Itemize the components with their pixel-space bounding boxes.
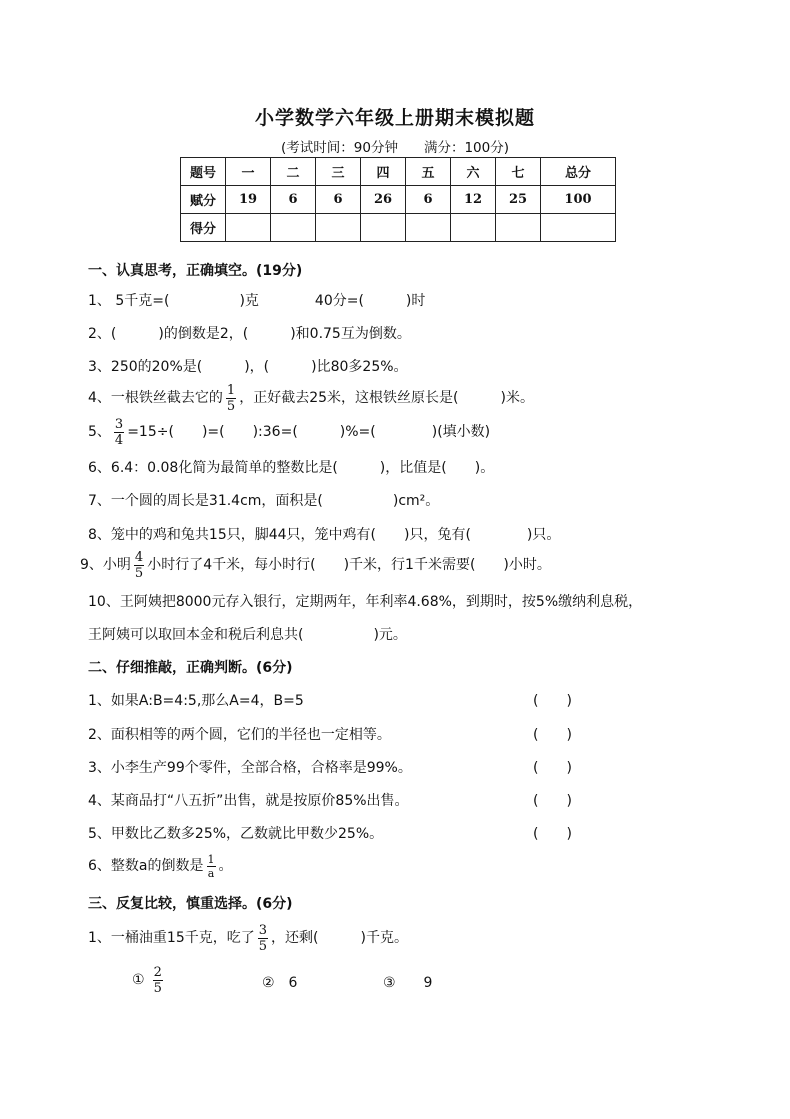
exam-full-score: 满分：100分) (423, 140, 509, 156)
judge-item-2: 2、面积相等的两个圆，它们的半径也一定相等。 (88, 727, 391, 743)
judge-item-6 (88, 846, 233, 886)
points-cell: 25 (496, 186, 541, 214)
got-score-cell[interactable] (271, 214, 316, 242)
question-1-4-suffix: ，正好截去25米，这根铁丝原长是( )米。 (239, 390, 534, 406)
got-score-cell[interactable] (316, 214, 361, 242)
question-1-3: 3、250的20%是( )，( )比80多25%。 (88, 359, 408, 375)
section-1-heading: 一、认真思考，正确填空。(19分) (88, 263, 303, 279)
fraction-denominator: 5 (153, 980, 162, 996)
header-cell: 六 (451, 158, 496, 186)
fraction (207, 854, 216, 879)
question-1-8: 8、笼中的鸡和兔共15只，脚44只，笼中鸡有( )只，兔有( )只。 (88, 527, 561, 543)
got-label-cell: 得分 (181, 214, 226, 242)
got-score-cell[interactable] (496, 214, 541, 242)
judge-item-3: 3、小李生产99个零件，全部合格，合格率是99%。 (88, 760, 412, 776)
choice-option-1[interactable] (132, 960, 166, 1000)
fraction (226, 384, 236, 413)
header-cell: 二 (271, 158, 316, 186)
points-cell: 100 (541, 186, 616, 214)
score-table (180, 157, 616, 242)
option-marker: ① (132, 972, 145, 988)
question-1-7: 7、一个圆的周长是31.4cm，面积是( )cm²。 (88, 493, 440, 509)
judge-bracket-4[interactable]: ( ) (533, 793, 572, 809)
question-1-5 (88, 412, 490, 452)
score-table-header-row (181, 158, 616, 186)
question-1-9 (80, 545, 551, 585)
judge-item-4: 4、某商品打“八五折”出售，就是按原价85%出售。 (88, 793, 409, 809)
choice-option-2[interactable]: ② 6 (262, 975, 298, 991)
judge-bracket-1[interactable]: ( ) (533, 693, 572, 709)
header-cell: 总分 (541, 158, 616, 186)
fraction-denominator: a (207, 866, 215, 880)
question-1-10-line-1: 10、王阿姨把8000元存入银行，定期两年，年利率4.68%，到期时，按5%缴纳利息税， (88, 594, 643, 610)
question-1-9-suffix: 小时行了4千米，每小时行( )千米，行1千米需要( )小时。 (147, 557, 551, 573)
question-1-6: 6、6.4：0.08化简为最简单的整数比是( )，比值是( )。 (88, 460, 495, 476)
fraction-numerator: 2 (153, 964, 162, 980)
fraction-denominator: 5 (226, 398, 236, 414)
got-score-cell[interactable] (451, 214, 496, 242)
header-cell: 五 (406, 158, 451, 186)
fraction-numerator: 1 (207, 852, 215, 866)
points-cell: 12 (451, 186, 496, 214)
section-3-heading: 三、反复比较，慎重选择。(6分) (88, 896, 293, 912)
judge-bracket-3[interactable]: ( ) (533, 760, 572, 776)
got-score-cell[interactable] (361, 214, 406, 242)
question-1-5-suffix: =15÷( )=( ):36=( )%=( )(填小数) (127, 424, 491, 440)
question-1-4-prefix: 4、一根铁丝截去它的 (88, 390, 223, 406)
header-cell: 题号 (181, 158, 226, 186)
points-cell: 26 (361, 186, 406, 214)
fraction-denominator: 4 (114, 432, 124, 448)
header-cell: 七 (496, 158, 541, 186)
judge-item-6-suffix: 。 (218, 858, 233, 874)
exam-info (0, 136, 790, 156)
header-cell: 一 (226, 158, 271, 186)
question-1-9-prefix: 9、小明 (80, 557, 131, 573)
choice-question-1 (88, 918, 408, 958)
choice-question-1-prefix: 1、一桶油重15千克，吃了 (88, 930, 255, 946)
question-1-2: 2、( )的倒数是2，( )和0.75互为倒数。 (88, 326, 411, 342)
got-score-cell[interactable] (226, 214, 271, 242)
header-cell: 四 (361, 158, 406, 186)
fraction (134, 551, 144, 580)
score-table-points-row (181, 186, 616, 214)
fraction (258, 924, 268, 953)
fraction-denominator: 5 (134, 565, 144, 581)
points-cell: 6 (316, 186, 361, 214)
judge-item-6-prefix: 6、整数a的倒数是 (88, 858, 204, 874)
section-2-heading: 二、仔细推敲，正确判断。(6分) (88, 660, 293, 676)
points-cell: 6 (271, 186, 316, 214)
points-cell: 19 (226, 186, 271, 214)
question-1-5-prefix: 5、 (88, 424, 111, 440)
fraction-numerator: 4 (134, 549, 144, 565)
score-table-got-row (181, 214, 616, 242)
judge-bracket-5[interactable]: ( ) (533, 826, 572, 842)
fraction-numerator: 3 (258, 922, 268, 938)
fraction-numerator: 1 (226, 382, 236, 398)
got-score-cell[interactable] (541, 214, 616, 242)
points-cell: 6 (406, 186, 451, 214)
exam-time: (考试时间：90分钟 (281, 140, 398, 156)
judge-bracket-2[interactable]: ( ) (533, 727, 572, 743)
points-cell: 赋分 (181, 186, 226, 214)
page-title: 小学数学六年级上册期末模拟题 (254, 107, 535, 129)
got-score-cell[interactable] (406, 214, 451, 242)
question-1-10-line-2: 王阿姨可以取回本金和税后利息共( )元。 (88, 627, 407, 643)
judge-item-5: 5、甲数比乙数多25%，乙数就比甲数少25%。 (88, 826, 384, 842)
fraction (114, 418, 124, 447)
fraction-denominator: 5 (258, 938, 268, 954)
judge-item-1: 1、如果A:B=4:5,那么A=4，B=5 (88, 693, 304, 709)
fraction-numerator: 3 (114, 416, 124, 432)
fraction (153, 966, 163, 995)
choice-option-3[interactable]: ③ 9 (383, 975, 433, 991)
question-1-1: 1、 5千克=( )克 40分=( )时 (88, 293, 426, 309)
header-cell: 三 (316, 158, 361, 186)
choice-question-1-suffix: ，还剩( )千克。 (271, 930, 408, 946)
